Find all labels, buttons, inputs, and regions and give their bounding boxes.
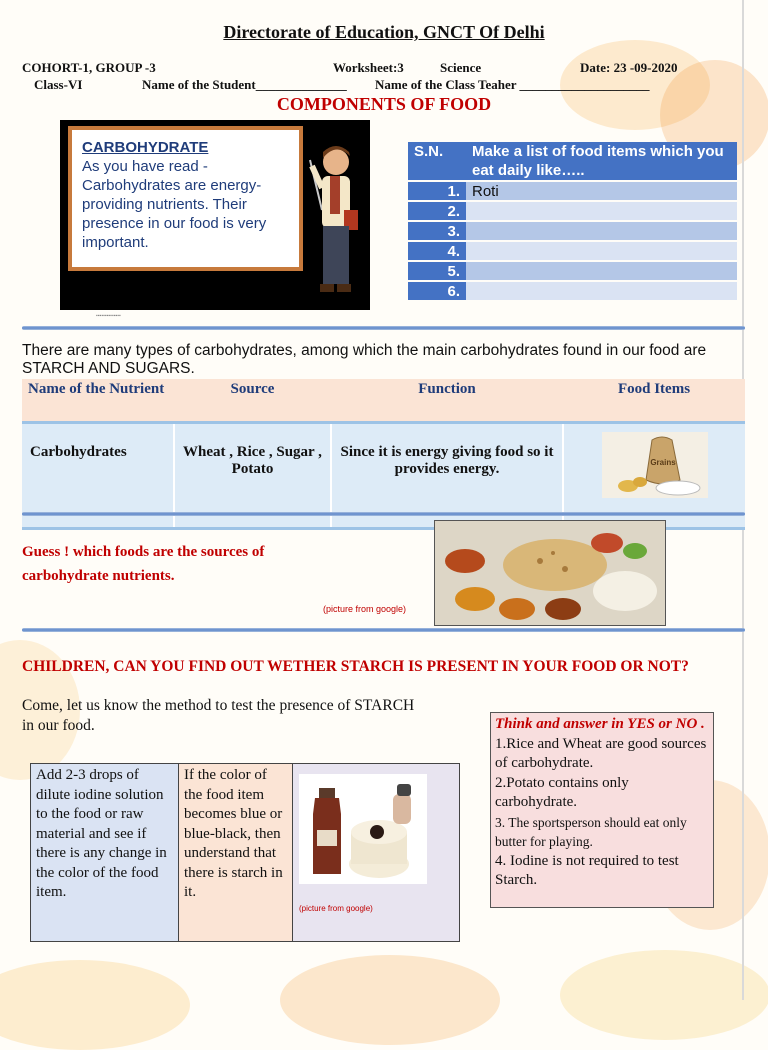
teacher-name-field: Name of the Class Teaher ____________________ bbox=[375, 77, 650, 92]
food-item-cell[interactable] bbox=[466, 222, 737, 240]
source-header: Source bbox=[174, 379, 331, 423]
food-item-cell[interactable]: Roti bbox=[466, 182, 737, 200]
food-items-header: Make a list of food items which you eat daily like….. bbox=[466, 142, 737, 180]
subject-label: Science bbox=[440, 60, 482, 75]
row-number: 6. bbox=[408, 282, 466, 300]
worksheet-label: Worksheet:3 bbox=[333, 60, 404, 75]
think-item: 3. The sportsperson should eat only butter for playing. bbox=[495, 814, 687, 849]
food-list-row bbox=[408, 222, 737, 240]
method-intro-text: Come, let us know the method to test the presence of STARCH in our food. bbox=[22, 697, 415, 734]
grains-label: Grains bbox=[649, 458, 676, 467]
think-and-answer-box bbox=[490, 712, 714, 908]
function-cell: Since it is energy giving food so it provides energy. bbox=[331, 423, 563, 529]
row-number: 3. bbox=[408, 222, 466, 240]
food-items-header: Food Items bbox=[563, 379, 745, 423]
food-list-row bbox=[408, 262, 737, 280]
row-number: 5. bbox=[408, 262, 466, 280]
food-platter-illustration bbox=[435, 521, 665, 625]
background-fruit-decoration bbox=[280, 955, 500, 1045]
nutrient-table bbox=[22, 379, 745, 530]
indian-food-photo bbox=[434, 520, 666, 626]
food-list-header-row bbox=[408, 142, 737, 180]
section-divider bbox=[22, 326, 745, 330]
food-list-row bbox=[408, 242, 737, 260]
iodine-test-photo bbox=[299, 774, 427, 884]
food-list-table bbox=[408, 140, 737, 302]
section-divider bbox=[22, 628, 745, 632]
nutrient-name-header: Name of the Nutrient bbox=[22, 379, 174, 423]
think-item: 4. Iodine is not required to test Starch. bbox=[495, 852, 679, 888]
food-item-cell[interactable] bbox=[466, 242, 737, 260]
date-label: Date: 23 -09-2020 bbox=[580, 60, 678, 75]
method-picture-cell bbox=[293, 764, 459, 941]
nutrient-header-row bbox=[22, 379, 745, 423]
method-step-cell: Add 2-3 drops of dilute iodine solution to the food or raw material and see if there is any change in the color of the food item. bbox=[31, 764, 179, 941]
cohort-label: COHORT-1, GROUP -3 bbox=[22, 60, 156, 75]
sn-header: S.N. bbox=[408, 142, 466, 180]
student-name-field: Name of the Student______________ bbox=[142, 77, 347, 92]
think-item: 2.Potato contains only carbohydrate. bbox=[495, 774, 629, 810]
starch-question-heading: CHILDREN, CAN YOU FIND OUT WETHER STARCH IS PRESENT IN YOUR FOOD OR NOT? bbox=[22, 658, 689, 675]
background-fruit-decoration bbox=[560, 950, 768, 1040]
chalkboard bbox=[68, 126, 303, 271]
row-number: 4. bbox=[408, 242, 466, 260]
board-credit-text: ▪▪▪▪▪▪▪▪▪▪▪▪▪▪ bbox=[96, 313, 121, 319]
row-number: 1. bbox=[408, 182, 466, 200]
intro-paragraph: There are many types of carbohydrates, among which the main carbohydrates found in our food are STARCH AND SUGARS. bbox=[22, 342, 707, 377]
page-title: Directorate of Education, GNCT Of Delhi bbox=[223, 22, 545, 42]
food-list-row bbox=[408, 182, 737, 200]
think-item: 1.Rice and Wheat are good sources of carbohydrate. bbox=[495, 735, 707, 771]
food-item-cell[interactable] bbox=[466, 282, 737, 300]
topic-title: COMPONENTS OF FOOD bbox=[276, 94, 492, 114]
function-header: Function bbox=[331, 379, 563, 423]
background-fruit-decoration bbox=[0, 960, 190, 1050]
think-question: Think and answer in YES or NO . bbox=[495, 716, 705, 732]
row-number: 2. bbox=[408, 202, 466, 220]
teacher-board-illustration bbox=[60, 120, 370, 310]
food-list-row bbox=[408, 282, 737, 300]
starch-test-method-box bbox=[30, 763, 460, 942]
nutrient-name-cell: Carbohydrates bbox=[22, 423, 174, 529]
food-item-cell[interactable] bbox=[466, 202, 737, 220]
food-item-cell[interactable] bbox=[466, 262, 737, 280]
board-heading: CARBOHYDRATE bbox=[82, 139, 209, 156]
food-list-row bbox=[408, 202, 737, 220]
method-result-cell: If the color of the food item becomes blue or blue-black, then understand that there is starch in it. bbox=[179, 764, 293, 941]
guess-question: Guess ! which foods are the sources of carbohydrate nutrients. bbox=[22, 544, 265, 584]
board-text: As you have read - Carbohydrates are energy-providing nutrients. Their presence in our food is very important. bbox=[82, 158, 267, 251]
source-cell: Wheat , Rice , Sugar , Potato bbox=[174, 423, 331, 529]
teacher-figure-icon bbox=[300, 140, 368, 310]
section-divider bbox=[22, 512, 745, 516]
method-picture-credit: (picture from google) bbox=[299, 904, 373, 913]
class-label: Class-VI bbox=[34, 77, 83, 92]
grains-illustration bbox=[600, 430, 710, 500]
picture-credit: (picture from google) bbox=[323, 604, 407, 614]
